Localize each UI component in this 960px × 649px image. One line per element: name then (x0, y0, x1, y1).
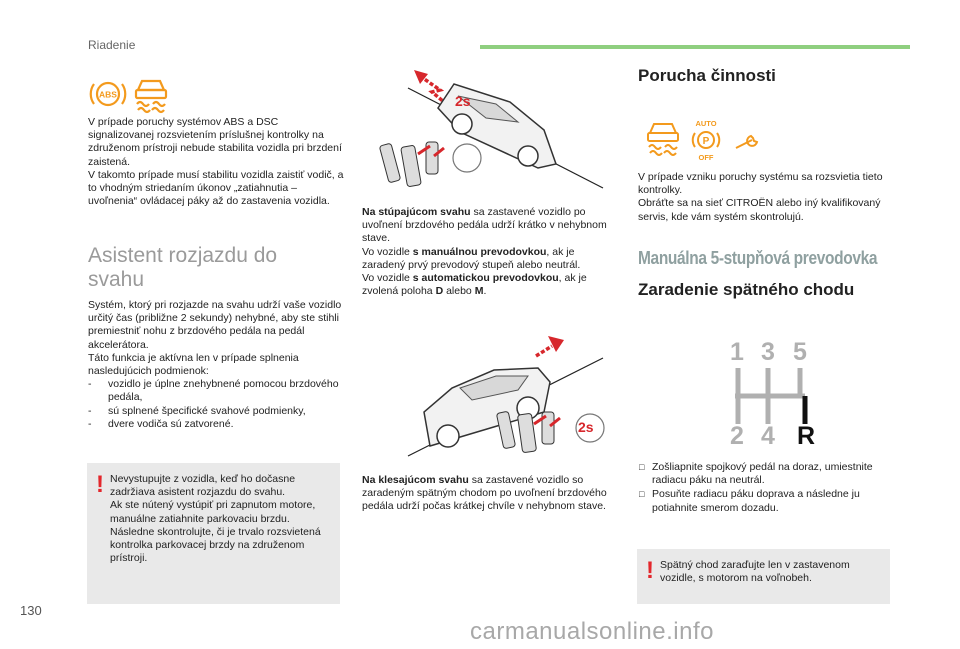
section-header: Riadenie (88, 38, 136, 52)
downhill-text: Na klesajúcom svahu sa zastavené vozidlo so zaradeným spätným chodom po uvoľnení brzdového pedála udrží počas krátkej chvíle v nehybnom stave. (362, 474, 607, 513)
conditions-list (88, 378, 344, 431)
gear-1: 1 (730, 338, 744, 366)
malfunction-title: Porucha činnosti (638, 66, 776, 85)
hill-start-warning-box (87, 463, 340, 604)
dsc-warning-icon (648, 124, 678, 155)
timer-badge: 2s (578, 419, 594, 435)
list-item: - sú splnené špecifické svahové podmienky, (88, 405, 344, 418)
list-item: - dvere vodiča sú zatvorené. (88, 418, 344, 431)
park-p-label: P (702, 136, 710, 147)
gear-reverse: R (797, 422, 816, 450)
uphill-text: Na stúpajúcom svahu sa zastavené vozidlo po uvoľnení brzdového pedála udrží krátko v nehybnom stave. Vo vozidle s manuálnou prevodovkou, ak je zaradený prvý prevodový stupeň alebo neutrál. Vo vozidle s automatickou prevodovkou, ak je zvolená poloha D alebo M. (362, 206, 607, 298)
malfunction-text: V prípade vzniku poruchy systému sa rozsvietia tieto kontrolky. Obráťte sa na sieť CITROËN alebo iný kvalifikovaný servis, kde vám systém skontrolujú. (638, 171, 883, 223)
wrench-icon (736, 136, 757, 148)
dsc-warning-icon (136, 81, 166, 112)
watermark: carmanualsonline.info (470, 618, 714, 645)
section-accent-bar (480, 45, 910, 49)
hill-start-body (88, 299, 344, 431)
gear-shift-diagram (726, 338, 830, 450)
gear-3: 3 (761, 338, 775, 366)
list-item: - vozidlo je úplne znehybnené pomocou brzdového pedála, (88, 378, 344, 404)
auto-label: AUTO (695, 119, 717, 128)
reverse-steps (638, 461, 896, 515)
timer-badge: 2s (455, 93, 471, 109)
uphill-illustration (368, 56, 616, 198)
gear-5: 5 (793, 338, 807, 366)
malfunction-icons (644, 118, 768, 162)
gear-2: 2 (730, 422, 744, 450)
abs-dsc-icons (88, 74, 188, 114)
svg-text:ABS: ABS (99, 89, 117, 100)
downhill-illustration (368, 328, 616, 468)
list-item: □ Posuňte radiacu páku doprava a následne ju potiahnite smerom dozadu. (639, 488, 860, 514)
reverse-gear-title: Zaradenie spätného chodu (638, 280, 855, 299)
abs-dsc-text: V prípade poruchy systémov ABS a DSC signalizovanej rozsvietením príslušnej kontrolky na združenom prístroji nebude stabilita vozidla pri brzdení zaistená. V takomto prípade musí stabilitu vozidla zaistiť vodič, a to vhodným striedaním úkonov „zatiahnutia – uvoľnenia“ ovládacej páky až do zastavenia vozidla. (88, 116, 344, 208)
hill-start-title: Asistent rozjazdu do svahu (88, 244, 278, 291)
gearbox-subtitle: Manuálna 5-stupňová prevodovka (638, 248, 878, 268)
reverse-warning-box (637, 549, 890, 604)
list-item: □ Zošliapnite spojkový pedál na doraz, umiestnite radiacu páku na neutrál. (639, 461, 873, 487)
warning-icon: ! (96, 471, 104, 498)
warning-icon: ! (646, 557, 654, 584)
off-label: OFF (698, 153, 714, 162)
page-number: 130 (20, 603, 42, 618)
step-marker-icon: □ (639, 489, 645, 500)
hill-start-intro: Systém, ktorý pri rozjazde na svahu udrží vaše vozidlo určitý čas (približne 2 sekundy) nehybné, aby ste stihli premiestniť nohu z brzdového pedála na pedál akcelerátora. Táto funkcia je aktívna len v prípade splnenia nasledujúcich podmienok: (88, 299, 342, 378)
abs-warning-icon (91, 83, 126, 105)
warning-text: Nevystupujte z vozidla, keď ho dočasne zadržiava asistent rozjazdu do svahu. Ak ste nútený vystúpiť pri zapnutom motore, manuálne zatiahnite parkovaciu brzdu. Následne skontrolujte, či je trvalo rozsvietená kontrolka parkovacej brzdy na združenom prístroji. (110, 473, 321, 565)
step-marker-icon: □ (639, 462, 645, 472)
warning-text: Spätný chod zaraďujte len v zastavenom vozidle, s motorom na voľnobeh. (660, 559, 850, 585)
gear-4: 4 (761, 422, 775, 450)
